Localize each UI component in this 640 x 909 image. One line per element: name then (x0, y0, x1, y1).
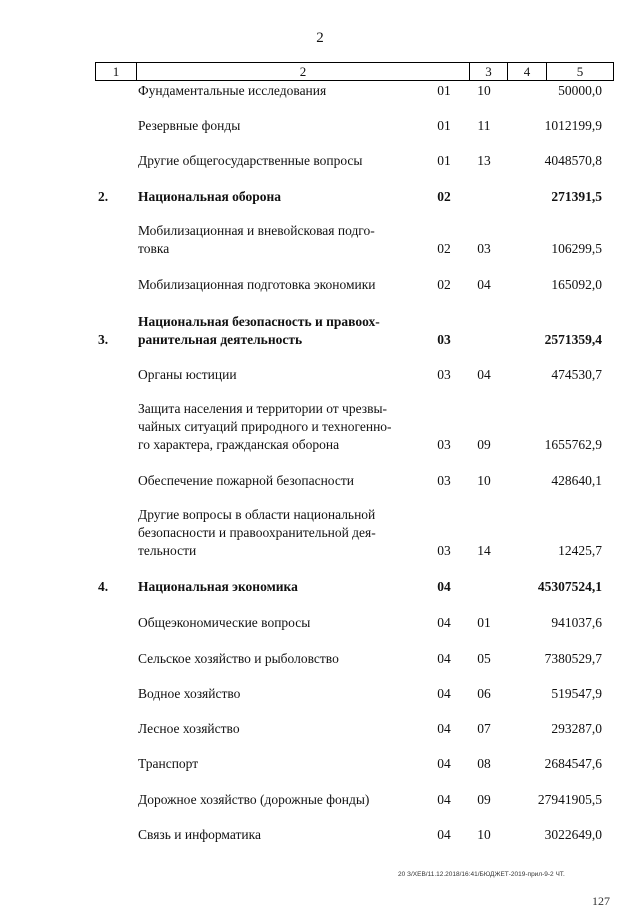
section-code: 01 (437, 83, 451, 98)
subsection-code: 03 (477, 241, 491, 256)
subsection-code: 08 (477, 756, 491, 771)
page-corner-mark: 127 (592, 894, 610, 908)
row-name-line: Национальная оборона (138, 189, 281, 204)
amount-value: 428640,1 (551, 473, 602, 488)
subsection-code: 04 (477, 277, 491, 292)
row-name-line: Мобилизационная и вневойсковая подго- (138, 223, 375, 238)
row-name-line: Сельское хозяйство и рыболовство (138, 651, 339, 666)
amount-value: 271391,5 (551, 189, 602, 204)
row-name-line: Национальная безопасность и правоох- (138, 314, 380, 329)
section-number: 4. (98, 579, 109, 594)
subsection-code: 10 (477, 83, 491, 98)
section-number: 3. (98, 332, 109, 347)
row-name-line: Связь и информатика (138, 827, 261, 842)
subsection-code: 09 (477, 437, 491, 452)
subsection-code: 05 (477, 651, 491, 666)
row-name-line: товка (138, 241, 170, 256)
section-code: 01 (437, 153, 451, 168)
amount-value: 519547,9 (551, 686, 602, 701)
amount-value: 12425,7 (558, 543, 602, 558)
subsection-code: 13 (477, 153, 491, 168)
amount-value: 2684547,6 (544, 756, 602, 771)
amount-value: 7380529,7 (544, 651, 602, 666)
row-name-line: Другие вопросы в области национальной (138, 507, 376, 522)
section-code: 04 (437, 651, 451, 666)
table-header (95, 62, 614, 81)
row-name-line: Другие общегосударственные вопросы (138, 153, 363, 168)
subsection-code: 06 (477, 686, 491, 701)
amount-value: 4048570,8 (544, 153, 602, 168)
header-col-2: 2 (137, 63, 470, 80)
section-code: 04 (437, 756, 451, 771)
section-code: 03 (437, 367, 451, 382)
header-col-4: 4 (508, 63, 547, 80)
row-name-line: Органы юстиции (138, 367, 237, 382)
amount-value: 474530,7 (551, 367, 602, 382)
section-code: 04 (437, 827, 451, 842)
row-name-line: Общеэкономические вопросы (138, 615, 311, 630)
row-name-line: Обеспечение пожарной безопасности (138, 473, 355, 488)
page-number: 2 (316, 30, 324, 46)
row-name-line: Национальная экономика (138, 579, 298, 594)
subsection-code: 01 (477, 615, 491, 630)
amount-value: 3022649,0 (544, 827, 602, 842)
header-col-5: 5 (576, 64, 584, 79)
amount-value: 941037,6 (551, 615, 602, 630)
section-code: 03 (437, 437, 451, 452)
row-name-line: Дорожное хозяйство (дорожные фонды) (138, 792, 370, 807)
amount-value: 2571359,4 (544, 332, 602, 347)
row-name-line: Фундаментальные исследования (138, 83, 327, 98)
subsection-code: 07 (477, 721, 491, 736)
header-col-3: 3 (470, 63, 508, 80)
section-code: 04 (437, 579, 451, 594)
section-code: 02 (437, 189, 451, 204)
subsection-code: 10 (477, 827, 491, 842)
row-name-line: Транспорт (138, 756, 199, 771)
subsection-code: 10 (477, 473, 491, 488)
amount-value: 293287,0 (551, 721, 602, 736)
amount-value: 50000,0 (558, 83, 602, 98)
subsection-code: 04 (477, 367, 491, 382)
amount-value: 1655762,9 (544, 437, 602, 452)
amount-value: 106299,5 (551, 241, 602, 256)
section-code: 04 (437, 721, 451, 736)
footer-note: 20 З/ХЕВ/11.12.2018/16:41/БЮДЖЕТ-2019-прил-9-2 ЧТ. (398, 871, 565, 878)
row-name-line: Водное хозяйство (138, 686, 241, 701)
row-name-line: ранительная деятельность (138, 332, 303, 347)
section-code: 03 (437, 332, 451, 347)
subsection-code: 11 (477, 118, 491, 133)
section-code: 03 (437, 473, 451, 488)
row-name-line: безопасности и правоохранительной дея- (138, 525, 376, 540)
section-code: 03 (437, 543, 451, 558)
row-name-line: Защита населения и территории от чрезвы- (138, 401, 388, 416)
section-code: 01 (437, 118, 451, 133)
subsection-code: 14 (477, 543, 491, 558)
amount-value: 165092,0 (551, 277, 602, 292)
section-code: 02 (437, 241, 451, 256)
row-name-line: Резервные фонды (138, 118, 241, 133)
section-code: 04 (437, 686, 451, 701)
amount-value: 45307524,1 (537, 579, 602, 594)
section-number: 2. (98, 189, 109, 204)
section-code: 04 (437, 615, 451, 630)
row-name-line: тельности (138, 543, 197, 558)
row-name-line: Лесное хозяйство (138, 721, 240, 736)
subsection-code: 09 (477, 792, 491, 807)
row-name-line: чайных ситуаций природного и техногенно- (138, 419, 392, 434)
amount-value: 27941905,5 (537, 792, 602, 807)
row-name-line: го характера, гражданская оборона (138, 437, 340, 452)
row-name-line: Мобилизационная подготовка экономики (138, 277, 376, 292)
header-col-1: 1 (96, 63, 137, 80)
section-code: 04 (437, 792, 451, 807)
amount-value: 1012199,9 (544, 118, 602, 133)
section-code: 02 (437, 277, 451, 292)
